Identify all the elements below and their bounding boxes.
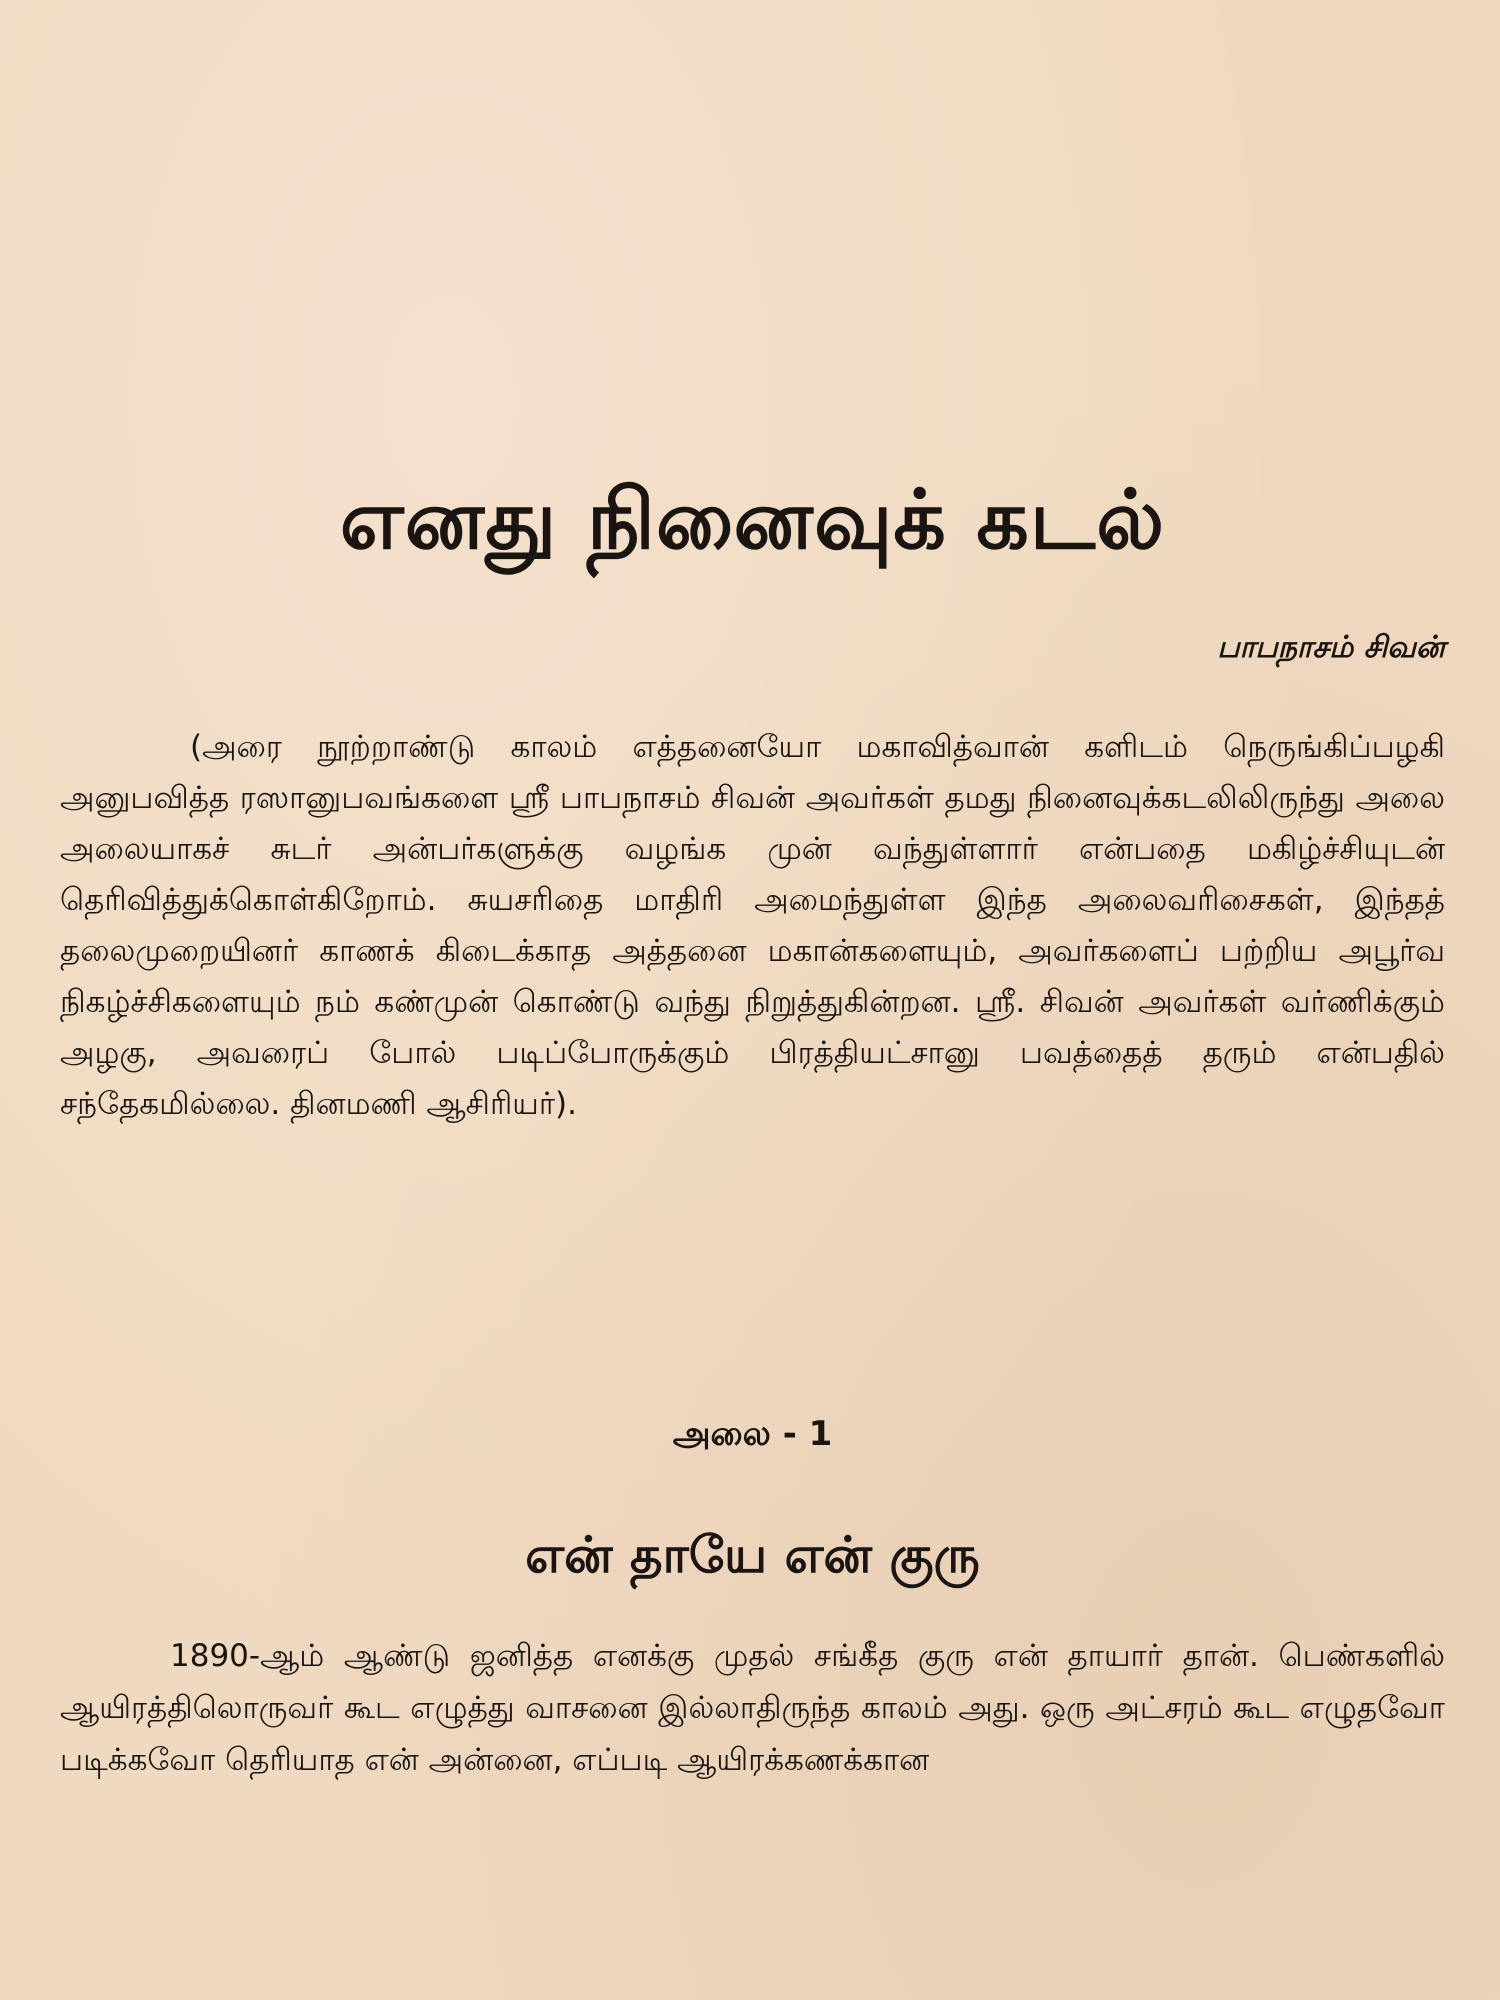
article-intro: (அரை நூற்றாண்டு காலம் எத்தனையோ மகாவித்வான் களிடம் நெருங்கிப்பழகி அனுபவித்த ரஸானுபவங்களை ஸ்ரீ பாபநாசம் சிவன் அவர்கள் தமது நினைவுக்கடலிலிருந்து அலை அலையாகச் சுடர் அன்பர்களுக்கு வழங்க முன் வந்துள்ளார் என்பதை மகிழ்ச்சியுடன் தெரிவித்துக்கொள்கிறோம். சுயசரிதை மாதிரி அமைந்துள்ள இந்த அலைவரிசைகள், இந்தத் தலைமுறையினர் காணக் கிடைக்காத அத்தனை மகான்களையும், அவர்களைப் பற்றிய அபூர்வ நிகழ்ச்சிகளையும் நம் கண்முன் கொண்டு வந்து நிறுத்துகின்றன. ஸ்ரீ. சிவன் அவர்கள் வர்ணிக்கும் அழகு, அவரைப் போல் படிப்போருக்கும் பிரத்தியட்சானு பவத்தைத் தரும் என்பதில் சந்தேகமில்லை. தினமணி ஆசிரியர்). — [60, 729, 1445, 1122]
section-title: என் தாயே என் குரு — [525, 1526, 980, 1584]
section-body: 1890-ஆம் ஆண்டு ஜனித்த எனக்கு முதல் சங்கீத குரு என் தாயார் தான். பெண்களில் ஆயிரத்திலொருவர் கூட எழுத்து வாசனை இல்லாதிருந்த காலம் அது. ஒரு அட்சரம் கூட எழுதவோ படிக்கவோ தெரியாத என் அன்னை, எப்படி ஆயிரக்கணக்கான — [60, 1638, 1445, 1778]
article-title: எனது நினைவுக் கடல் — [339, 473, 1166, 568]
section-label: அலை - 1 — [672, 1414, 833, 1454]
document-page — [60, 0, 1445, 2000]
article-author: பாபநாசம் சிவன் — [1217, 630, 1445, 665]
